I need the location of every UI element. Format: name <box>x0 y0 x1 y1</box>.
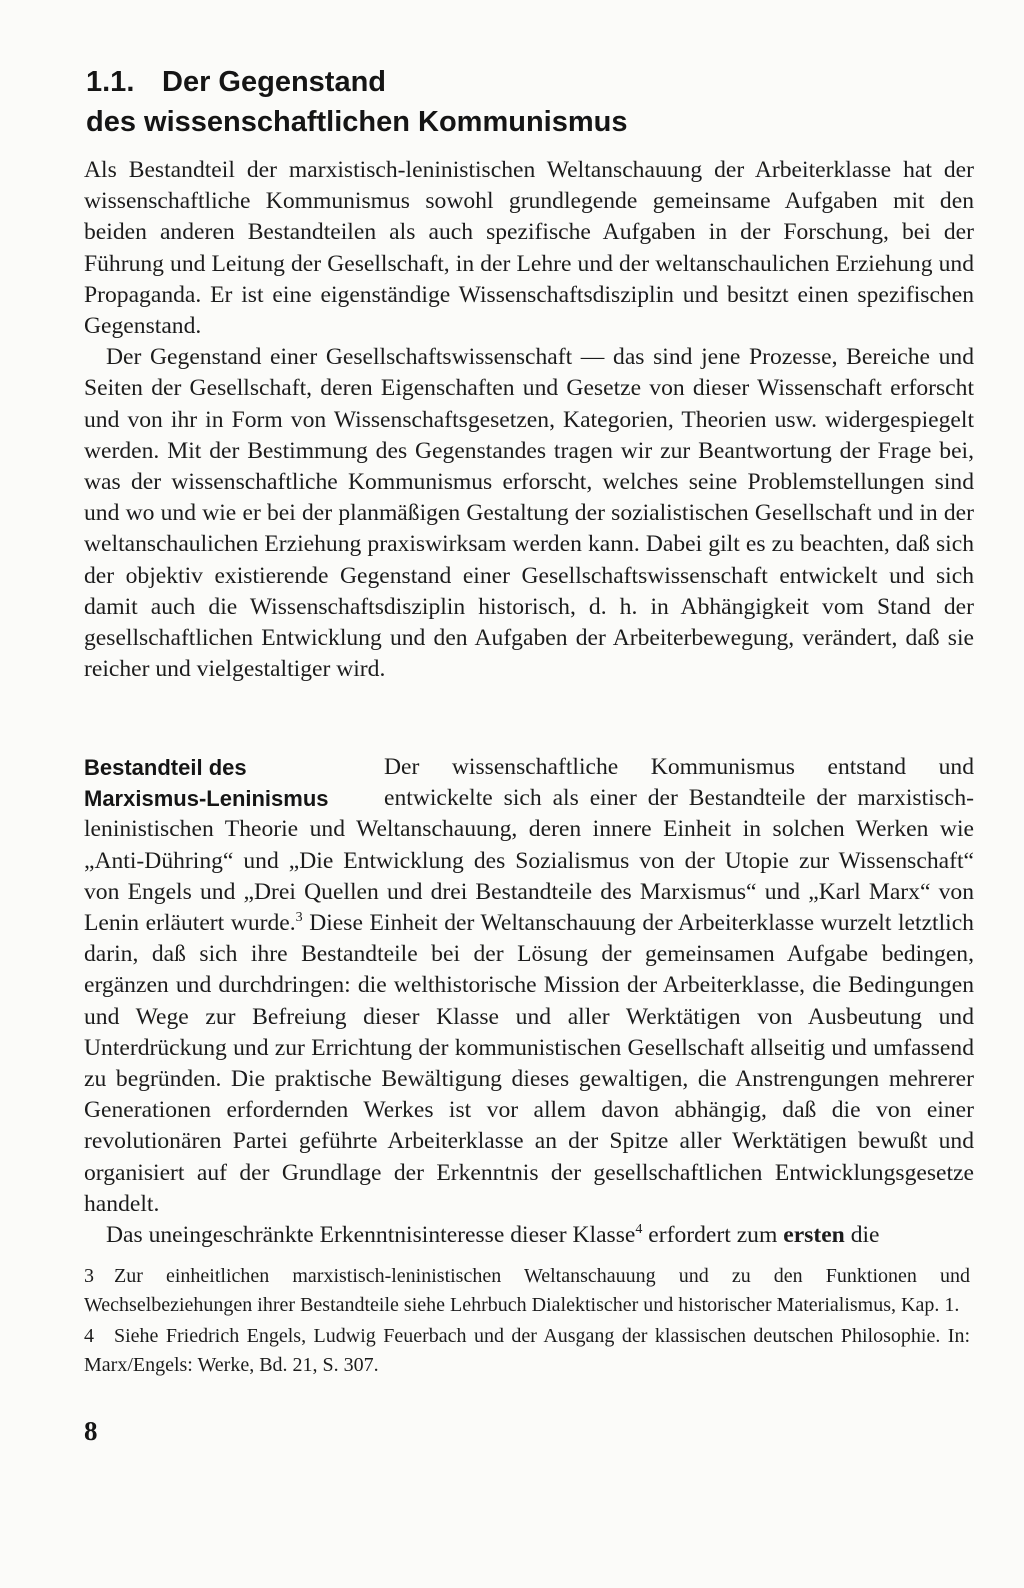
footnote-number: 4 <box>84 1325 94 1347</box>
paragraph-text: erfordert zum <box>642 1222 784 1249</box>
section-heading <box>86 62 966 142</box>
footnotes <box>84 1262 970 1382</box>
paragraph-text: Der wissenschaftliche Kommunismus entstand und entwickelte sich als einer der Bestandteile der marxistisch-leninistischen Theorie und Weltanschauung, deren innere Einheit in solchen Werken wie „Anti-Dühring“ und „Die Entwicklung des Sozialismus von der Utopie zur Wissenschaft“ von Engels und „Drei Quellen und drei Bestandteile des Marxismus“ und „Karl Marx“ von Lenin erläutert wurde. <box>84 754 974 937</box>
paragraph-text: Das uneingeschränkte Erkenntnisinteresse dieser Klasse <box>106 1222 636 1249</box>
margin-heading-line2: Marxismus-Leninismus <box>84 786 329 812</box>
margin-heading-line1: Bestandteil des <box>84 755 247 780</box>
footnote-3 <box>84 1262 970 1319</box>
section-paragraph-2 <box>84 1220 974 1251</box>
emphasized-word: ersten <box>783 1222 845 1249</box>
section-number: 1.1. <box>86 66 135 98</box>
intro-text <box>84 155 974 685</box>
section-title-line2: des wissenschaftlichen Kommunismus <box>86 106 628 138</box>
footnote-text: Zur einheitlichen marxistisch-leninistischen Weltanschauung und zu den Funktionen und Wechselbeziehungen ihrer Bestandteile siehe Lehrbuch Dialektischer und historischer Materialismus, Kap. 1. <box>84 1265 970 1316</box>
section-paragraph-1 <box>84 752 974 1220</box>
intro-paragraph-2: Der Gegenstand einer Gesellschaftswissenschaft — das sind jene Prozesse, Bereiche und Seiten der Gesellschaft, deren Eigenschaften und Gesetze von dieser Wissenschaft erforscht und von ihr in Form von Wissenschaftsgesetzen, Kategorien, Theorien usw. widergespiegelt werden. Mit der Bestimmung des Gegenstandes tragen wir zur Beantwortung der Frage bei, was der wissenschaftliche Kommunismus erforscht, welches seine Problemstellungen sind und wo und wie er bei der planmäßigen Gestaltung der sozialistischen Gesellschaft und in der weltanschaulichen Erziehung praxiswirksam werden kann. Dabei gilt es zu beachten, daß sich der objektiv existierende Gegenstand einer Gesellschaftswissenschaft entwickelt und sich damit auch die Wissenschaftsdisziplin historisch, d. h. in Abhängigkeit vom Stand der gesellschaftlichen Entwicklung und den Aufgaben der Arbeiterbewegung, verändert, daß sie reicher und vielgestaltiger wird. <box>84 344 974 683</box>
footnote-text: Siehe Friedrich Engels, Ludwig Feuerbach und der Ausgang der klassischen deutschen Philosophie. In: Marx/Engels: Werke, Bd. 21, S. 307. <box>84 1325 970 1376</box>
section-title-line1: Der Gegenstand <box>162 66 386 98</box>
footnote-number: 3 <box>84 1265 94 1287</box>
paragraph-text: Diese Einheit der Weltanschauung der Arbeiterklasse wurzelt letztlich darin, daß sich ihre Bestandteile bei der Lösung der gemeinsamen Aufgabe bedingen, ergänzen und durchdringen: die welthistorische Mission der Arbeiterklasse, die Bedingungen und Wege zur Befreiung dieser Klasse und aller Werktätigen von Ausbeutung und Unterdrückung und zur Errichtung der kommunistischen Gesellschaft allseitig und umfassend zu begründen. Die praktische Bewältigung dieses gewaltigen, die Anstrengungen mehrerer Generationen erfordernden Werkes ist vor allem davon abhängig, daß die von einer revolutionären Partei geführte Arbeiterklasse an der Spitze aller Werktätigen bewußt und organisiert auf der Grundlage der Erkenntnis der gesellschaftlichen Entwicklungsgesetze handelt. <box>84 910 974 1217</box>
page-number: 8 <box>84 1416 98 1446</box>
section-bestandteil <box>84 752 974 1251</box>
intro-paragraph-1: Als Bestandteil der marxistisch-leninistischen Weltanschauung der Arbeiterklasse hat der wissenschaftliche Kommunismus sowohl grundlegende gemeinsame Aufgaben mit den beiden anderen Bestandteilen als auch spezifische Aufgaben in der Forschung, bei der Führung und Leitung der Gesellschaft, in der Lehre und der weltanschaulichen Erziehung und Propaganda. Er ist eine eigenständige Wissenschaftsdisziplin und besitzt einen spezifischen Gegenstand. <box>84 157 974 340</box>
footnote-ref-3[interactable]: 3 <box>295 910 303 926</box>
margin-heading <box>84 752 372 814</box>
footnote-4 <box>84 1322 970 1379</box>
paragraph-text: die <box>844 1222 880 1249</box>
footnote-ref-4[interactable]: 4 <box>635 1222 643 1238</box>
